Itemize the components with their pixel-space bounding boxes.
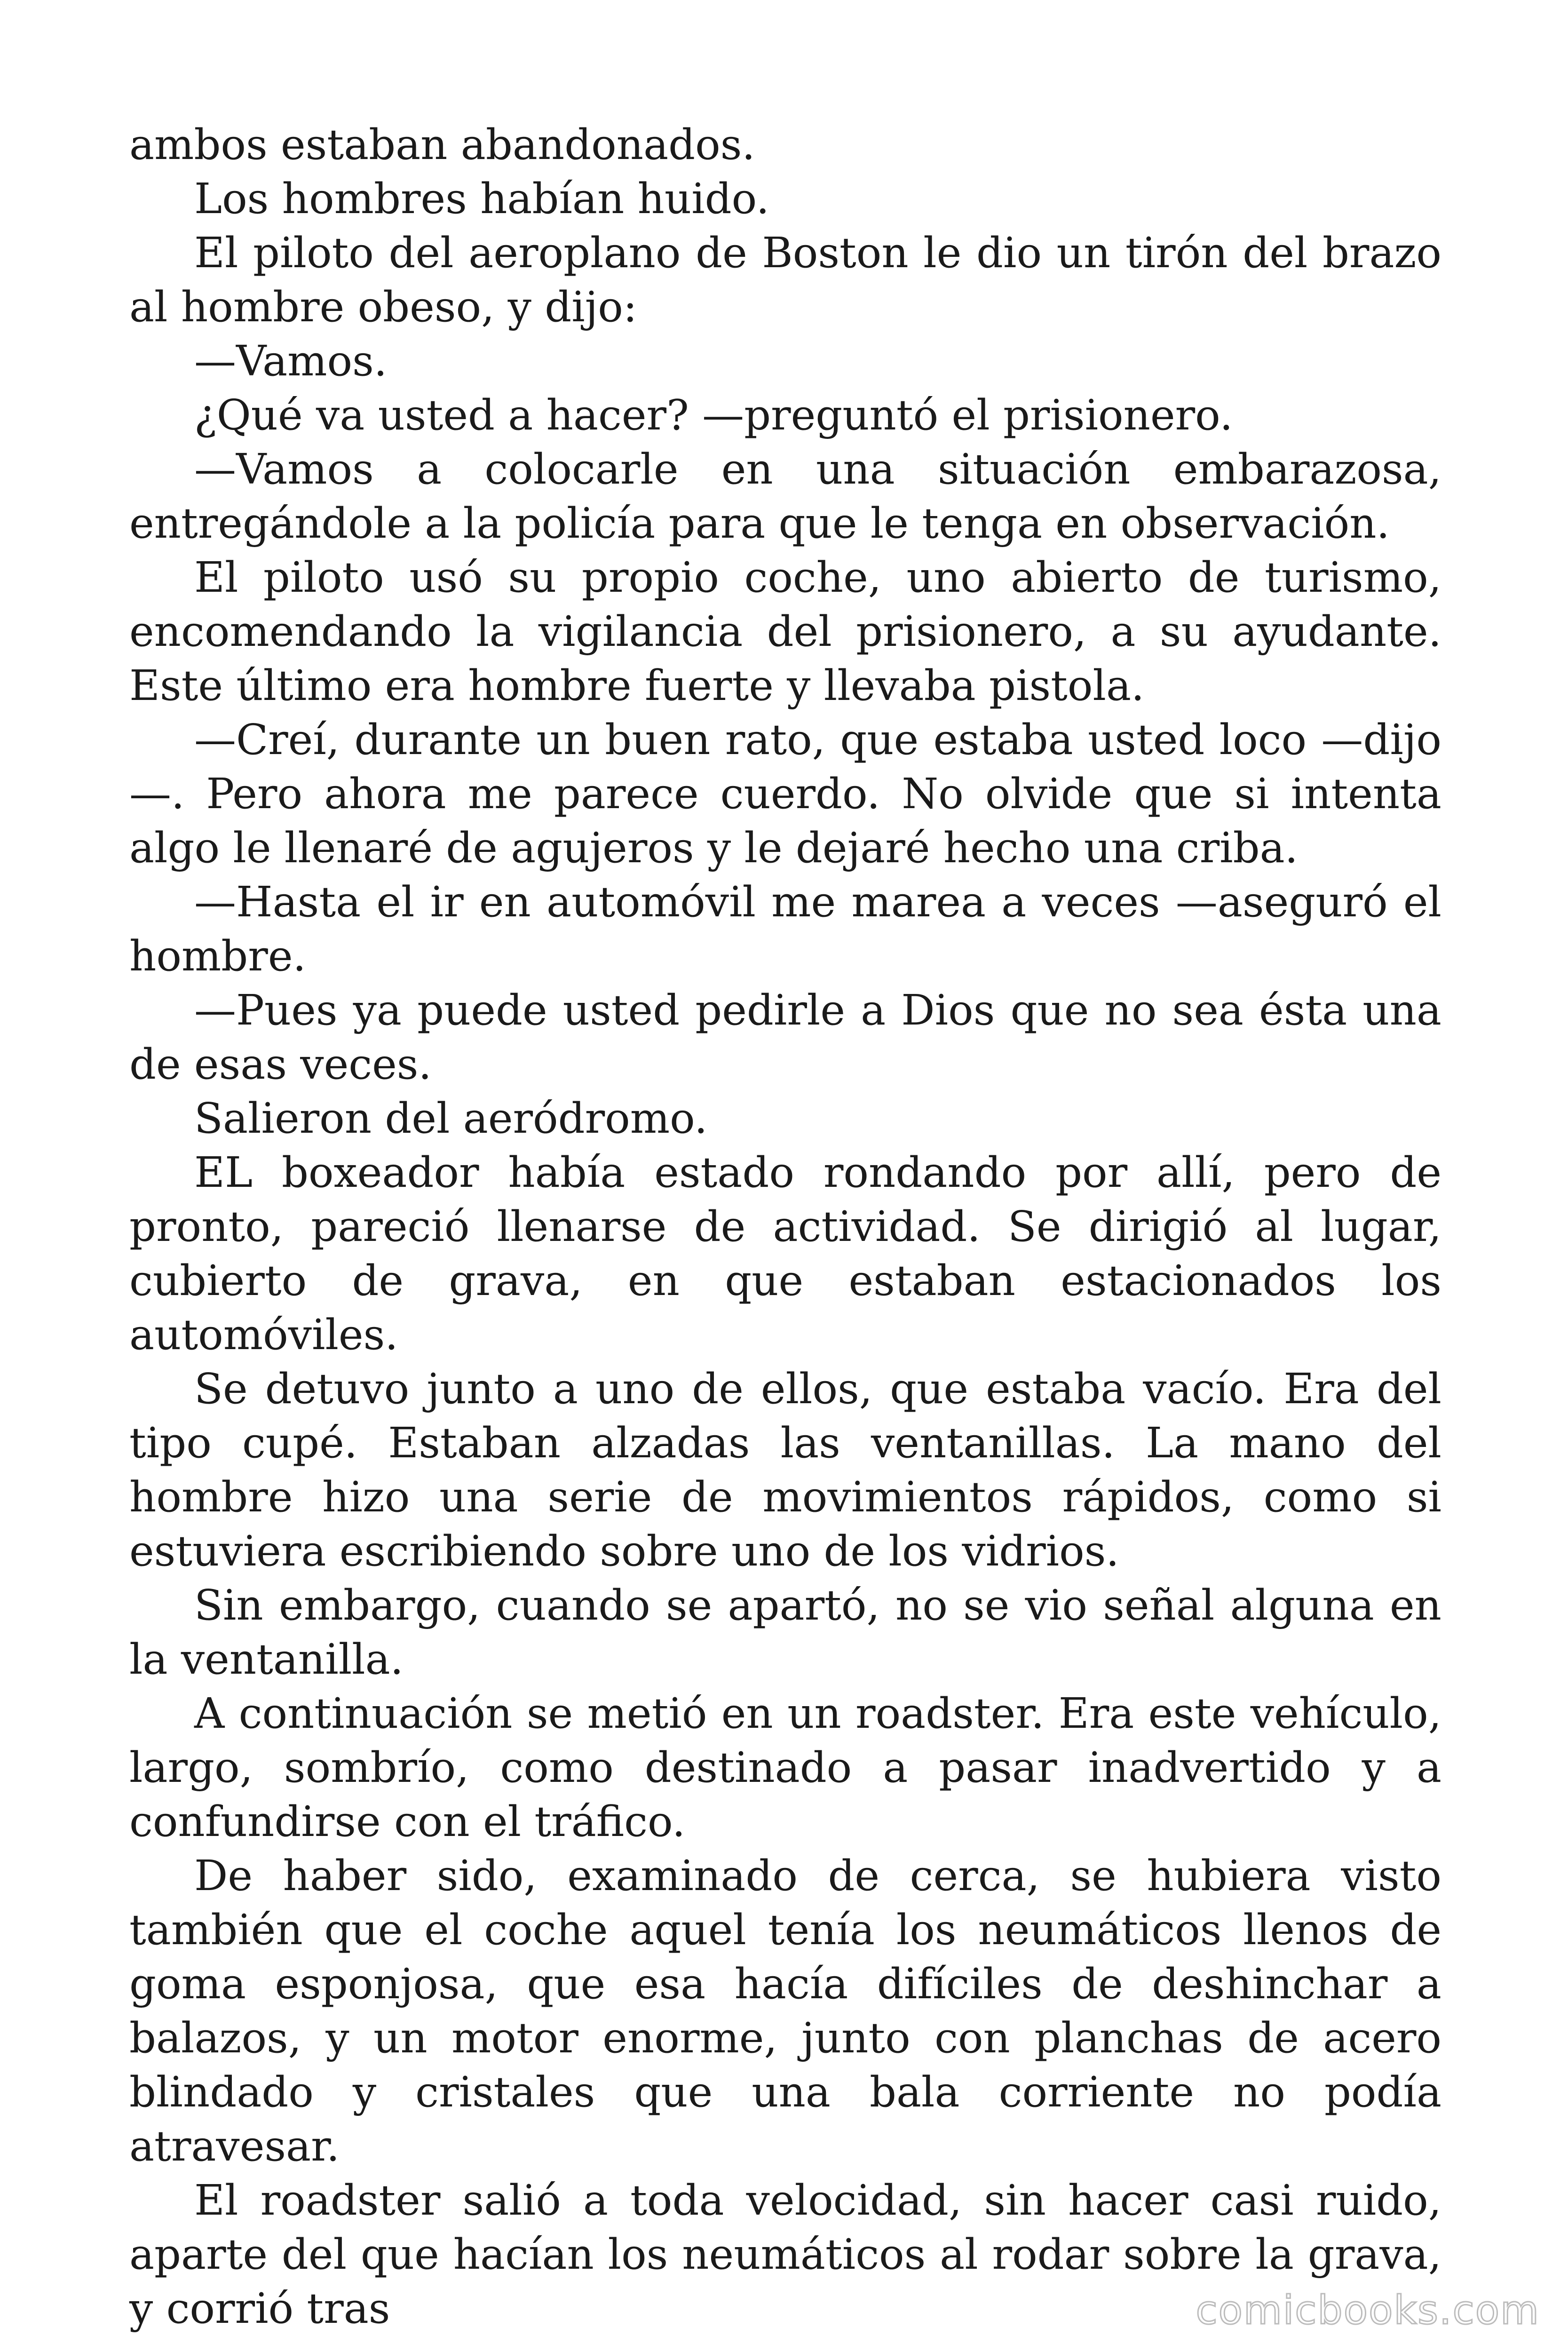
- page-body: [129, 118, 1441, 2336]
- paragraph-1: ambos estaban abandonados.: [129, 120, 755, 169]
- paragraph-7: El piloto usó su propio coche, uno abierto de turismo, encomendando la vigilancia del prisionero, a su ayudante. Este último era hombre fuerte y llevaba pistola.: [129, 553, 1441, 710]
- paragraph-2: Los hombres habían huido.: [194, 174, 769, 223]
- paragraph-9: —Hasta el ir en automóvil me marea a veces —aseguró el hombre.: [129, 877, 1441, 980]
- paragraph-14: Sin embargo, cuando se apartó, no se vio señal alguna en la ventanilla.: [129, 1581, 1441, 1684]
- paragraph-5: ¿Qué va usted a hacer? —preguntó el prisionero.: [194, 390, 1233, 439]
- paragraph-11: Salieron del aeródromo.: [194, 1094, 708, 1143]
- paragraph-13: Se detuvo junto a uno de ellos, que estaba vacío. Era del tipo cupé. Estaban alzadas las ventanillas. La mano del hombre hizo una serie de movimientos rápidos, como si estuviera escribiendo sobre uno de los vidrios.: [129, 1364, 1441, 1575]
- watermark-logo: comicbooks.com: [1196, 2287, 1540, 2333]
- paragraph-3: El piloto del aeroplano de Boston le dio un tirón del brazo al hombre obeso, y dijo:: [129, 228, 1441, 331]
- paragraph-12: EL boxeador había estado rondando por allí, pero de pronto, pareció llenarse de actividad. Se dirigió al lugar, cubierto de grava, en que estaban estacionados los automóviles.: [129, 1148, 1441, 1359]
- paragraph-8: —Creí, durante un buen rato, que estaba usted loco —dijo—. Pero ahora me parece cuerdo. No olvide que si intenta algo le llenaré de agujeros y le dejaré hecho una criba.: [129, 715, 1441, 872]
- paragraph-16: De haber sido, examinado de cerca, se hubiera visto también que el coche aquel tenía los neumáticos llenos de goma esponjosa, que esa hacía difíciles de deshinchar a balazos, y un motor enorme, junto con planchas de acero blindado y cristales que una bala corriente no podía atravesar.: [129, 1851, 1441, 2170]
- paragraph-17: El roadster salió a toda velocidad, sin hacer casi ruido, aparte del que hacían los neumáticos al rodar sobre la grava, y corrió tras: [129, 2176, 1441, 2333]
- paragraph-6: —Vamos a colocarle en una situación embarazosa, entregándole a la policía para que le tenga en observación.: [129, 445, 1441, 548]
- paragraph-4: —Vamos.: [194, 336, 388, 385]
- paragraph-15: A continuación se metió en un roadster. Era este vehículo, largo, sombrío, como destinado a pasar inadvertido y a confundirse con el tráfico.: [129, 1689, 1441, 1846]
- paragraph-10: —Pues ya puede usted pedirle a Dios que no sea ésta una de esas veces.: [129, 985, 1441, 1089]
